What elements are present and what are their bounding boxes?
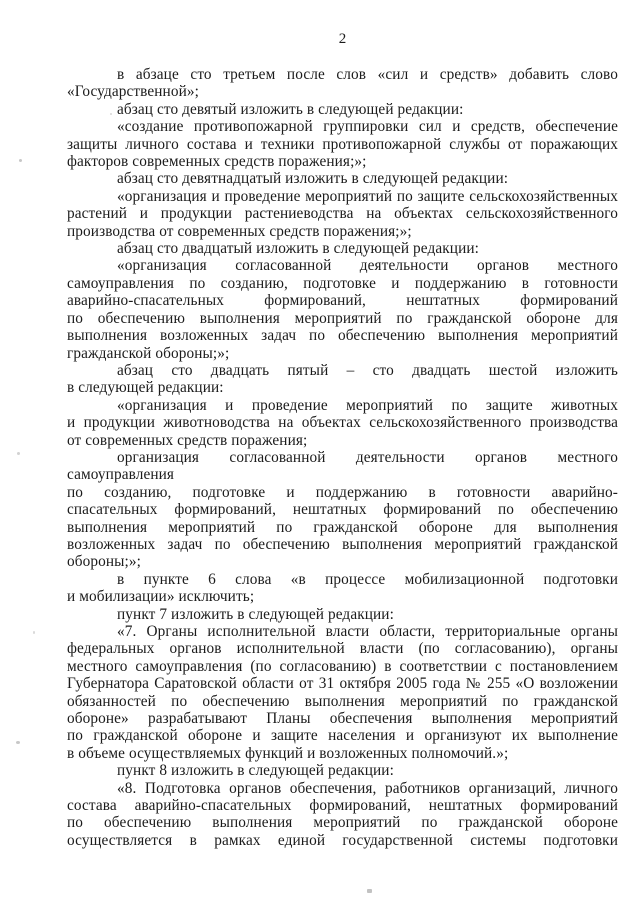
text-line: пункт 8 изложить в следующей редакции: (117, 762, 394, 780)
text-line: аварийно-спасательных формирований, нештатных формирований (67, 292, 618, 310)
text-line: обязанностей по обеспечению выполнения мероприятий по гражданской (67, 692, 618, 710)
text-line: в следующей редакции: (67, 379, 224, 397)
text-line: и мобилизации» исключить; (67, 588, 255, 606)
text-line: «организация и проведение мероприятий по защите животных (117, 396, 618, 414)
text-line: пункт 7 изложить в следующей редакции: (117, 605, 394, 623)
text-line: обороны;»; (67, 553, 141, 571)
text-line: спасательных формирований, нештатных формирований по обеспечению (67, 501, 618, 519)
text-line: организация согласованной деятельности органов местного самоуправления (67, 448, 618, 484)
text-line: в объеме осуществляемых функций и возложенных полномочий.»; (67, 744, 509, 762)
text-line: защиты личного состава и техники противопожарной службы от поражающих (67, 135, 618, 153)
scan-artifact (110, 113, 112, 115)
text-line: производства от современных средств поражения;»; (67, 222, 412, 240)
text-line: абзац сто двадцать пятый – сто двадцать шестой изложить (117, 361, 618, 379)
scan-artifact (19, 159, 22, 162)
text-line: возложенных задач по обеспечению выполнения мероприятий гражданской (67, 535, 618, 553)
text-line: «организация согласованной деятельности органов местного (117, 257, 618, 275)
text-line: «создание противопожарной группировки сил и средств, обеспечение (117, 118, 618, 136)
scan-artifact (367, 889, 372, 893)
text-line: абзац сто девятый изложить в следующей редакции: (117, 100, 464, 118)
text-line: по созданию, подготовке и поддержанию в готовности аварийно- (67, 483, 618, 501)
text-line: местного самоуправления (по согласованию) в соответствии с постановлением (67, 657, 618, 675)
text-line: гражданской обороны;»; (67, 344, 230, 362)
text-line: факторов современных средств поражения;»; (67, 153, 367, 171)
text-line: «Государственной»; (67, 83, 199, 101)
text-line: самоуправления по созданию, подготовке и поддержанию в готовности (67, 274, 618, 292)
text-line: осуществляется в рамках единой государственной системы подготовки (67, 831, 618, 849)
text-line: состава аварийно-спасательных формирований, нештатных формирований (67, 797, 618, 815)
scan-artifact (33, 631, 35, 634)
document-body (67, 66, 618, 849)
text-line: в абзаце сто третьем после слов «сил и средств» добавить слово (117, 66, 618, 83)
text-line: «8. Подготовка органов обеспечения, работников организаций, личного (117, 779, 618, 797)
text-line: по обеспечению выполнения мероприятий по гражданской обороне (67, 814, 618, 832)
text-line: выполнения возложенных задач по обеспечению выполнения мероприятий (67, 327, 618, 345)
text-line: «7. Органы исполнительной власти области, территориальные органы (117, 623, 618, 640)
text-line: Губернатора Саратовской области от 31 октября 2005 года № 255 «О возложении (67, 675, 618, 693)
text-line: федеральных органов исполнительной власти (по согласованию), органы (67, 640, 618, 658)
text-line: растений и продукции растениеводства на объектах сельскохозяйственного (67, 205, 618, 223)
text-line: от современных средств поражения; (67, 431, 308, 449)
scan-artifact (16, 741, 20, 744)
text-line: в пункте 6 слова «в процессе мобилизационной подготовки (117, 570, 618, 588)
text-line: по обеспечению выполнения мероприятий по гражданской обороне для (67, 309, 618, 327)
text-line: по гражданской обороне и защите населения и организуют их выполнение (67, 727, 618, 745)
scan-artifact (17, 452, 20, 455)
text-line: выполнения мероприятий по гражданской обороне для выполнения (67, 518, 618, 536)
text-line: абзац сто двадцатый изложить в следующей редакции: (117, 240, 480, 258)
text-line: «организация и проведение мероприятий по защите сельскохозяйственных (117, 187, 618, 205)
text-line: и продукции животноводства на объектах сельскохозяйственного производства (67, 414, 618, 432)
text-line: абзац сто девятнадцатый изложить в следующей редакции: (117, 170, 509, 188)
text-line: обороне» разрабатывают Планы обеспечения выполнения мероприятий (67, 710, 618, 728)
page-number: 2 (338, 31, 347, 47)
